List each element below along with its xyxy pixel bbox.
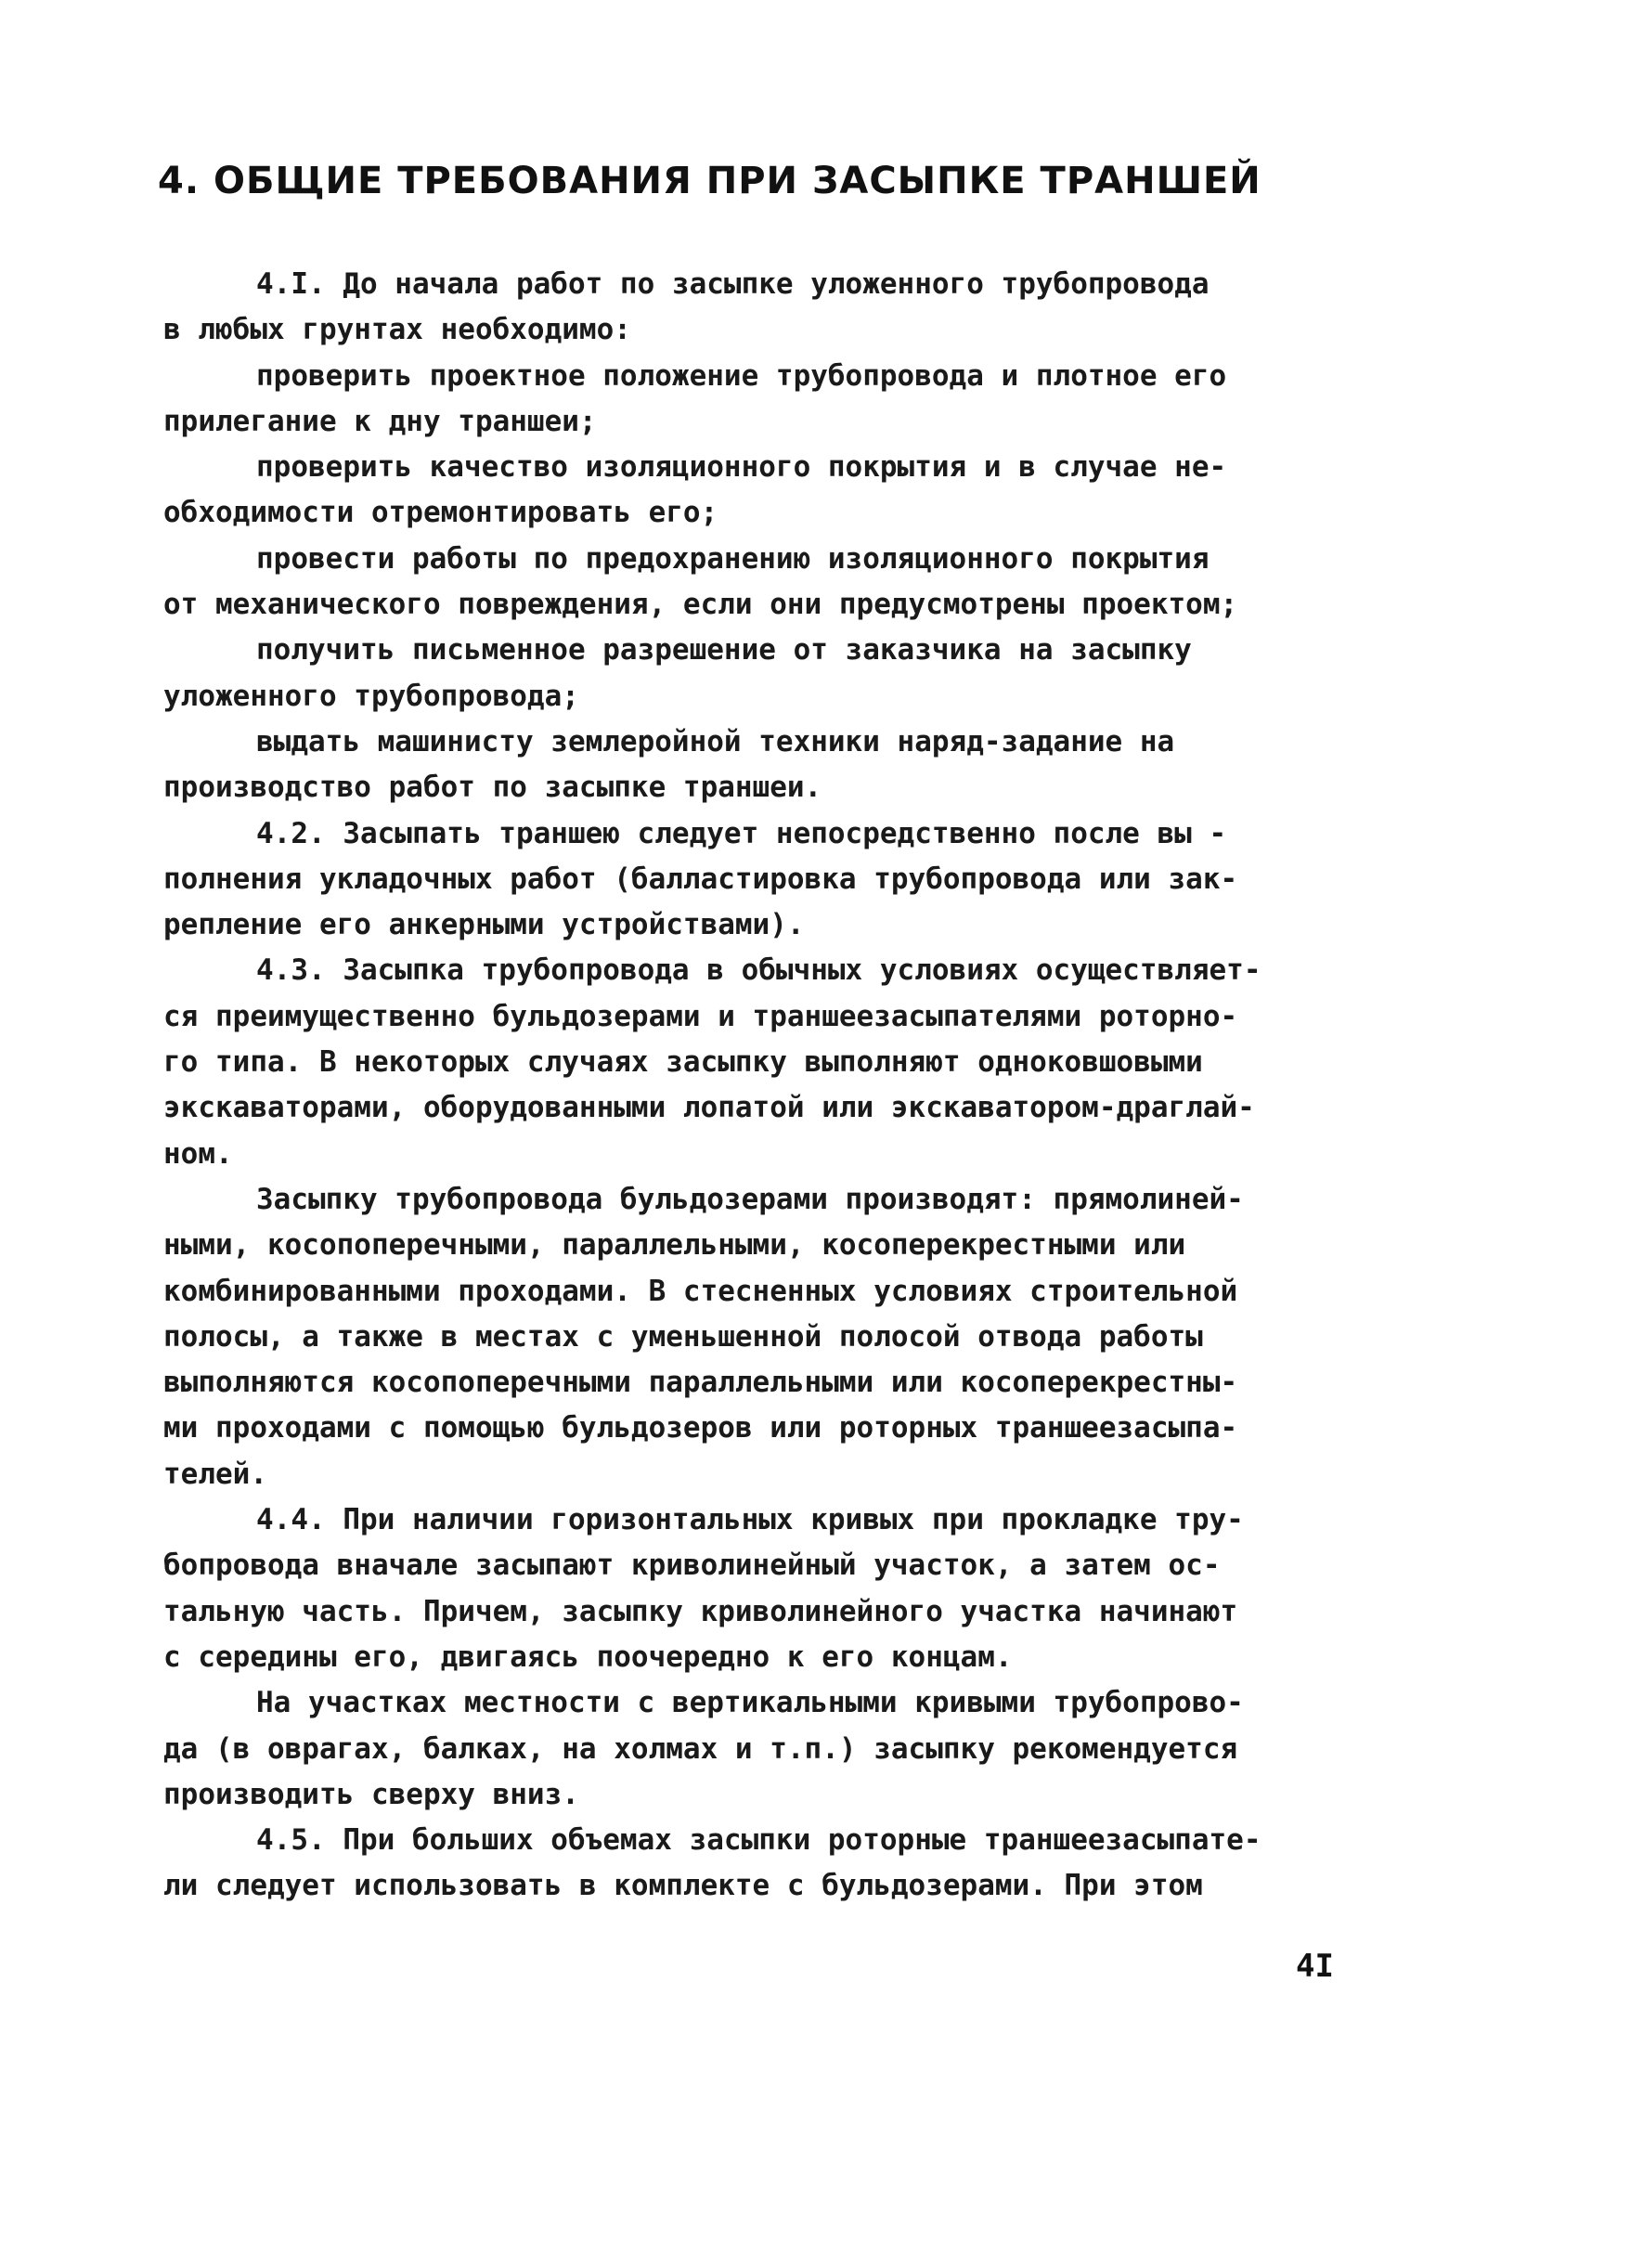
text-line: проверить качество изоляционного покрытия и в случае не- (256, 450, 1227, 485)
text-line: от механического повреждения, если они предусмотрены проектом; (163, 588, 1238, 622)
text-line: выдать машинисту землеройной техники наряд-задание на (256, 724, 1175, 758)
text-line: ными, косопоперечными, параллельными, косоперекрестными или (163, 1228, 1186, 1263)
text-line: производить сверху вниз. (163, 1777, 579, 1811)
text-line: бопровода вначале засыпают криволинейный участок, а затем ос- (163, 1549, 1221, 1583)
text-line: прилегание к дну траншеи; (163, 404, 597, 438)
text-line: 4.2. Засыпать траншею следует непосредственно после вы - (256, 816, 1227, 850)
text-line: уложенного трубопровода; (163, 679, 579, 713)
text-line: с середины его, двигаясь поочередно к его концам. (163, 1639, 1013, 1674)
text-line: полнения укладочных работ (балластировка трубопровода или зак- (163, 862, 1238, 896)
text-line: комбинированными проходами. В стесненных условиях строительной (163, 1274, 1238, 1308)
text-line: 4.3. Засыпка трубопровода в обычных условиях осуществляет- (256, 953, 1261, 988)
text-line: получить письменное разрешение от заказчика на засыпку (256, 633, 1192, 667)
text-line: производство работ по засыпке траншеи. (163, 771, 822, 805)
text-line: телей. (163, 1457, 267, 1491)
text-line: репление его анкерными устройствами). (163, 908, 805, 942)
text-line: да (в оврагах, балках, на холмах и т.п.) засыпку рекомендуется (163, 1731, 1238, 1766)
text-line: обходимости отремонтировать его; (163, 496, 718, 530)
text-line: 4.I. До начала работ по засыпке уложенного трубопровода (256, 267, 1210, 301)
text-line: ли следует использовать в комплекте с бульдозерами. При этом (163, 1869, 1203, 1903)
body-text (163, 262, 1389, 1910)
text-line: провести работы по предохранению изоляционного покрытия (256, 541, 1210, 576)
text-line: го типа. В некоторых случаях засыпку выполняют одноковшовыми (163, 1045, 1203, 1080)
text-line: ном. (163, 1136, 233, 1171)
text-line: в любых грунтах необходимо: (163, 313, 631, 347)
text-line: тальную часть. Причем, засыпку криволинейного участка начинают (163, 1594, 1238, 1628)
text-line: экскаваторами, оборудованными лопатой или экскаватором-драглай- (163, 1091, 1255, 1125)
text-line: Засыпку трубопровода бульдозерами производят: прямолиней- (256, 1182, 1244, 1216)
text-line: ся преимущественно бульдозерами и траншеезасыпателями роторно- (163, 999, 1238, 1033)
text-line: выполняются косопоперечными параллельными или косоперекрестны- (163, 1366, 1238, 1400)
text-line: 4.5. При больших объемах засыпки роторные траншеезасыпате- (256, 1823, 1261, 1858)
text-line: ми проходами с помощью бульдозеров или роторных траншеезасыпа- (163, 1411, 1238, 1445)
text-line: проверить проектное положение трубопровода и плотное его (256, 358, 1227, 393)
page-number: 4I (1296, 1948, 1334, 1985)
text-line: полосы, а также в местах с уменьшенной полосой отвода работы (163, 1319, 1203, 1354)
text-line: 4.4. При наличии горизонтальных кривых при прокладке тру- (256, 1503, 1244, 1537)
text-line: На участках местности с вертикальными кривыми трубопрово- (256, 1686, 1244, 1720)
section-heading: 4. ОБЩИЕ ТРЕБОВАНИЯ ПРИ ЗАСЫПКЕ ТРАНШЕЙ (158, 160, 1261, 202)
